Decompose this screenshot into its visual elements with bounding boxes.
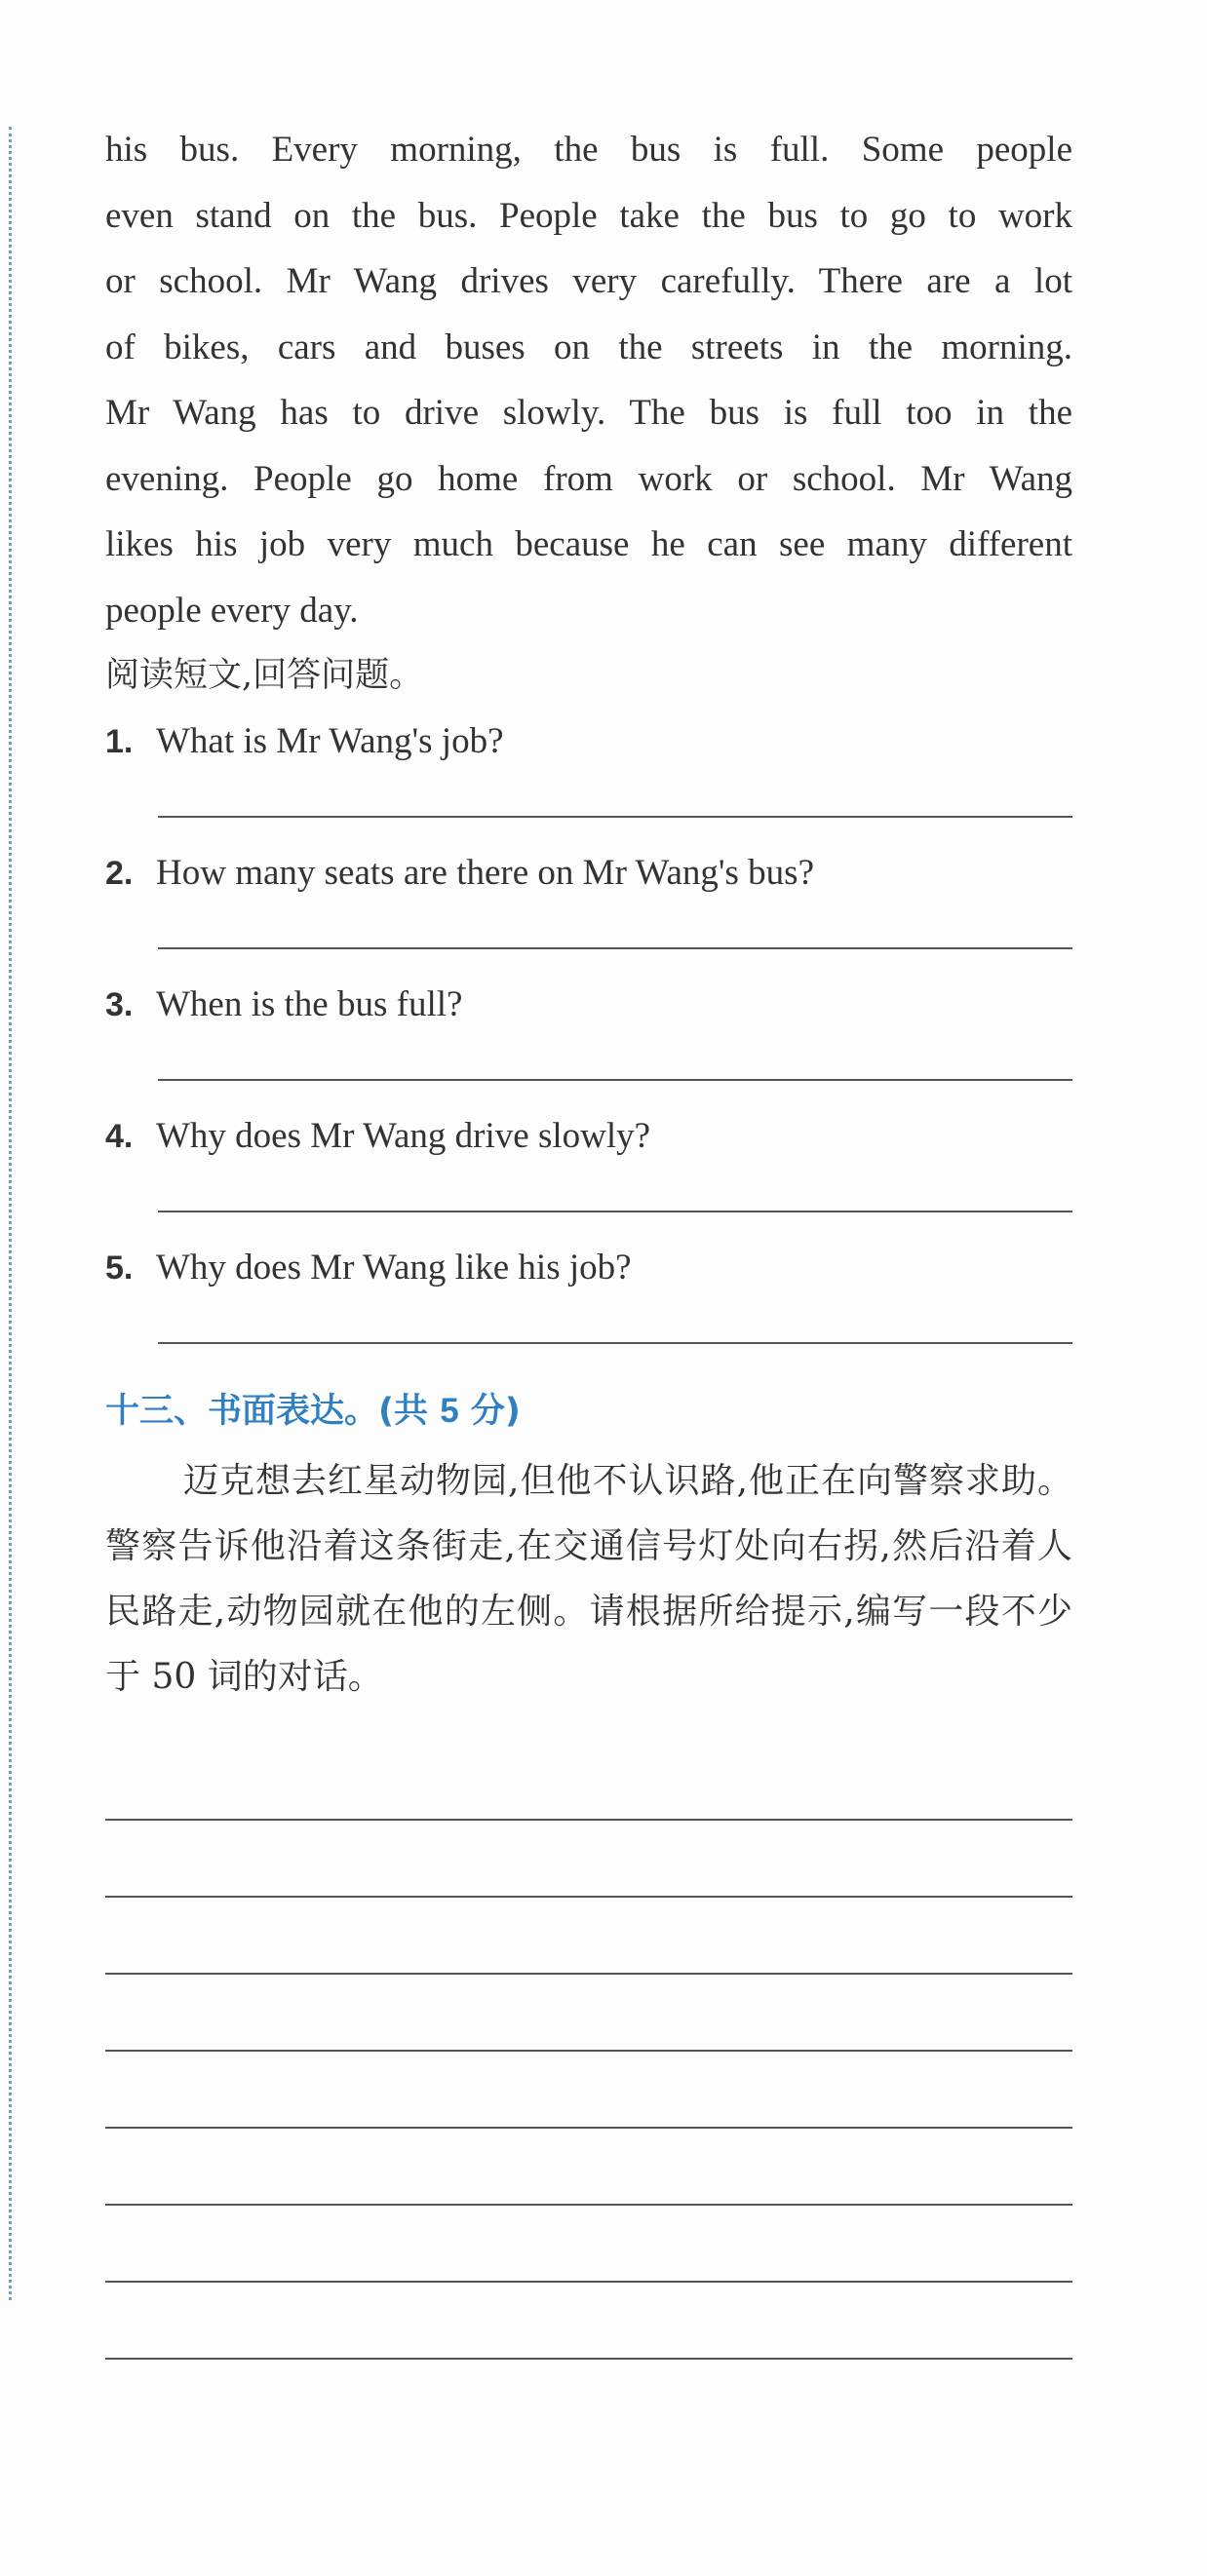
- section-title-text: 十三、书面表达。(共: [105, 1392, 428, 1431]
- passage-line: of bikes, cars and buses on the streets in the morning.: [105, 327, 1072, 367]
- writing-line[interactable]: [105, 1821, 1072, 1898]
- question-4: [105, 1103, 1072, 1235]
- answer-line[interactable]: [158, 1211, 1072, 1212]
- passage-line: evening. People go home from work or school. Mr Wang: [105, 458, 1072, 499]
- writing-area: [105, 1744, 1072, 2360]
- question-text: When is the bus full?: [156, 984, 463, 1024]
- section-title-writing: [105, 1382, 1072, 1441]
- writing-prompt: 迈克想去红星动物园,但他不认识路,他正在向警察求助。警察告诉他沿着这条街走,在交通信号灯处向右拐,然后沿着人民路走,动物园就在他的左侧。请根据所给提示,编写一段不少于 50 词的对话。: [105, 1461, 1072, 1697]
- question-number: 3.: [105, 986, 134, 1023]
- writing-line[interactable]: [105, 2129, 1072, 2206]
- writing-line[interactable]: [105, 1898, 1072, 1975]
- question-text: How many seats are there on Mr Wang's bus?: [156, 853, 814, 893]
- section-points: 5: [440, 1392, 459, 1430]
- passage-line: people every day.: [105, 590, 359, 631]
- passage-line: even stand on the bus. People take the bus to go to work: [105, 195, 1072, 236]
- question-number: 5.: [105, 1250, 134, 1287]
- writing-line[interactable]: [105, 2052, 1072, 2129]
- section-points-unit: 分): [470, 1392, 521, 1431]
- answer-line[interactable]: [158, 1079, 1072, 1081]
- writing-line[interactable]: [105, 2283, 1072, 2360]
- answer-line[interactable]: [158, 1342, 1072, 1344]
- passage-line: likes his job very much because he can see many different: [105, 524, 1072, 564]
- question-2: [105, 840, 1072, 972]
- passage-line: Mr Wang has to drive slowly. The bus is full too in the: [105, 393, 1072, 433]
- reading-instruction: 阅读短文,回答问题。: [105, 656, 424, 695]
- passage-line: his bus. Every morning, the bus is full. Some people: [105, 130, 1072, 170]
- question-number: 4.: [105, 1118, 134, 1155]
- worksheet-page: [105, 117, 1072, 2360]
- answer-line[interactable]: [158, 947, 1072, 949]
- question-number: 2.: [105, 855, 134, 892]
- writing-line[interactable]: [105, 2206, 1072, 2283]
- question-text: Why does Mr Wang drive slowly?: [156, 1116, 651, 1156]
- answer-line[interactable]: [158, 816, 1072, 818]
- question-number: 1.: [105, 723, 134, 760]
- question-1: [105, 709, 1072, 840]
- binding-dotted-line: [9, 127, 12, 2300]
- question-list: [105, 709, 1072, 1366]
- writing-line[interactable]: [105, 1975, 1072, 2052]
- question-5: [105, 1235, 1072, 1366]
- writing-line[interactable]: [105, 1744, 1072, 1821]
- question-3: [105, 972, 1072, 1103]
- reading-passage: [105, 117, 1072, 643]
- question-text: What is Mr Wang's job?: [156, 721, 504, 761]
- question-text: Why does Mr Wang like his job?: [156, 1248, 632, 1288]
- passage-line: or school. Mr Wang drives very carefully. There are a lot: [105, 261, 1072, 301]
